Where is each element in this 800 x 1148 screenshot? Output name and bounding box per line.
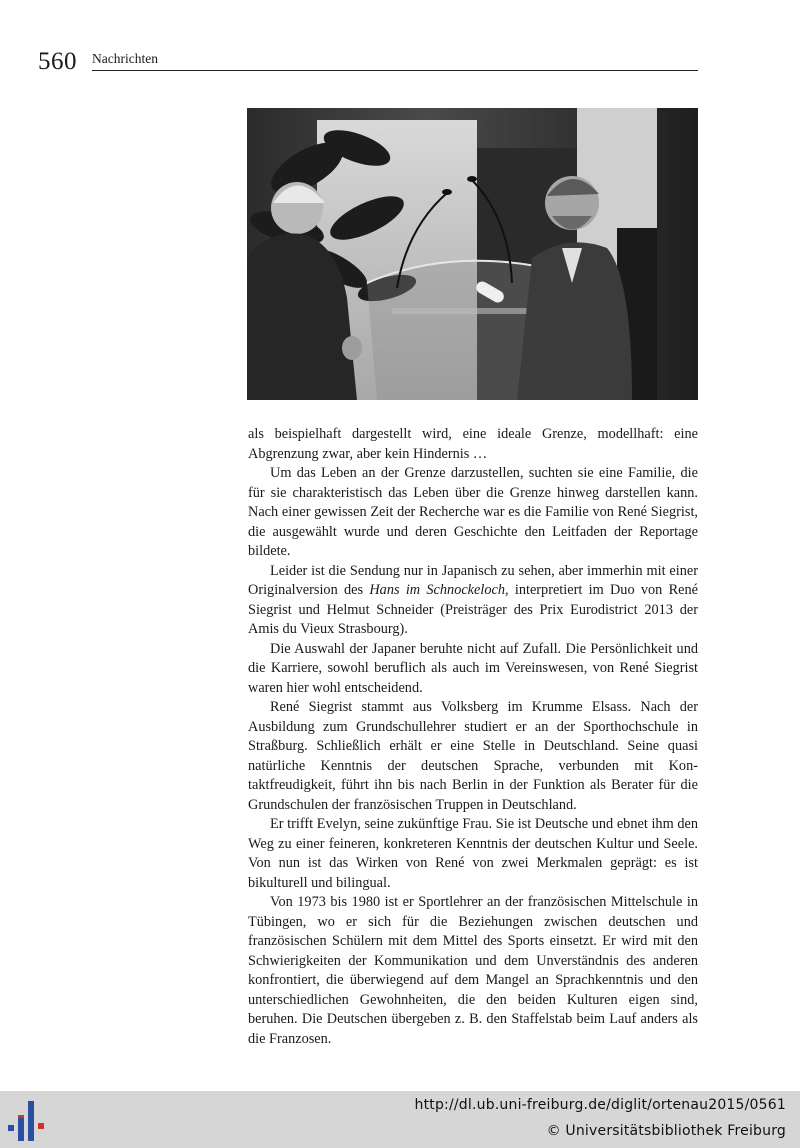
paragraph: Um das Leben an der Grenze darzustellen, suchten sie eine Familie, die für sie charakteristisch das Leben über die Grenze hinweg darstellen kann. Nach einer gewissen Zeit der Recherche war es die Familie von René Siegrist, die ausgewählt wurde und deren Geschichte den Leitfaden der Reportage bildete. xyxy=(248,465,698,559)
paragraph: als beispielhaft dargestellt wird, eine ideale Grenze, modellhaft: eine Abgrenzung zwar, aber kein Hindernis … xyxy=(248,426,698,462)
text-run: , interpretiert im Duo von René Siegrist und Helmut Schneider (Preisträger des Prix Eurodistrict 2013 der Amis du Vieux Strasbourg). xyxy=(248,582,698,637)
section-title: Nachrichten xyxy=(92,51,158,66)
photo-image xyxy=(247,108,698,400)
article-body xyxy=(248,425,698,1049)
library-logo-icon xyxy=(8,1101,48,1141)
header-rule xyxy=(92,70,698,71)
page-number: 560 xyxy=(38,48,77,75)
source-url-link[interactable]: http://dl.ub.uni-freiburg.de/diglit/ortenau2015/0561 xyxy=(414,1097,786,1113)
copyright-notice: © Universitätsbibliothek Freiburg xyxy=(546,1123,786,1139)
paragraph: Von 1973 bis 1980 ist er Sportlehrer an der französischen Mittelschule in Tübingen, wo er sich für die Beziehungen zwischen deutschen und französischen Schülern mit dem Mittel des Sports einsetzt. Er wird mit den Schwierigkeiten der Kommunikation und dem Unverständnis des anderen konfrontiert, die überwiegend auf dem Mangel an Sprachkenntnis und den unterschiedlichen Gewohnheiten, die den beiden Kulturen eigen sind, beruhen. Die Deutschen übergeben z. B. den Staffelstab beim Lauf anders als die Franzosen. xyxy=(248,894,698,1047)
paragraph xyxy=(248,562,698,640)
paragraph: Die Auswahl der Japaner beruhte nicht auf Zufall. Die Persönlichkeit und die Karriere, sowohl beruflich als auch im Vereinswesen, von René Siegrist waren hier wohl entscheidend. xyxy=(248,640,698,696)
work-title: Hans im Schnockeloch xyxy=(369,582,505,598)
text-run: Leider ist die Sendung nur in Japanisch zu sehen, aber immerhin mit einer Originalversion des xyxy=(248,562,698,598)
footer-bar xyxy=(0,1091,800,1148)
paragraph: René Siegrist stammt aus Volksberg im Krumme Elsass. Nach der Ausbildung zum Grundschullehrer studiert er an der Sporthochschule in Straßburg. Schließlich erhält er eine Stelle in Deutschland. Seine quasi natürliche Kenntnis der deutschen Sprache, verbunden mit Kontaktfreudigkeit, führt ihn bis nach Berlin in der Funktion als Berater für die Grundschulen der französischen Truppen in Deutschland. xyxy=(248,699,698,813)
photo xyxy=(247,108,698,400)
paragraph: Er trifft Evelyn, seine zukünftige Frau. Sie ist Deutsche und ebnet ihm den Weg zu einer feineren, konkreteren Kenntnis der deutschen Kultur und Seele. Von nun ist das Wirken von René von zwei Merkmalen geprägt: es ist bikulturell und bilingual. xyxy=(248,816,698,891)
page-header xyxy=(38,46,698,74)
